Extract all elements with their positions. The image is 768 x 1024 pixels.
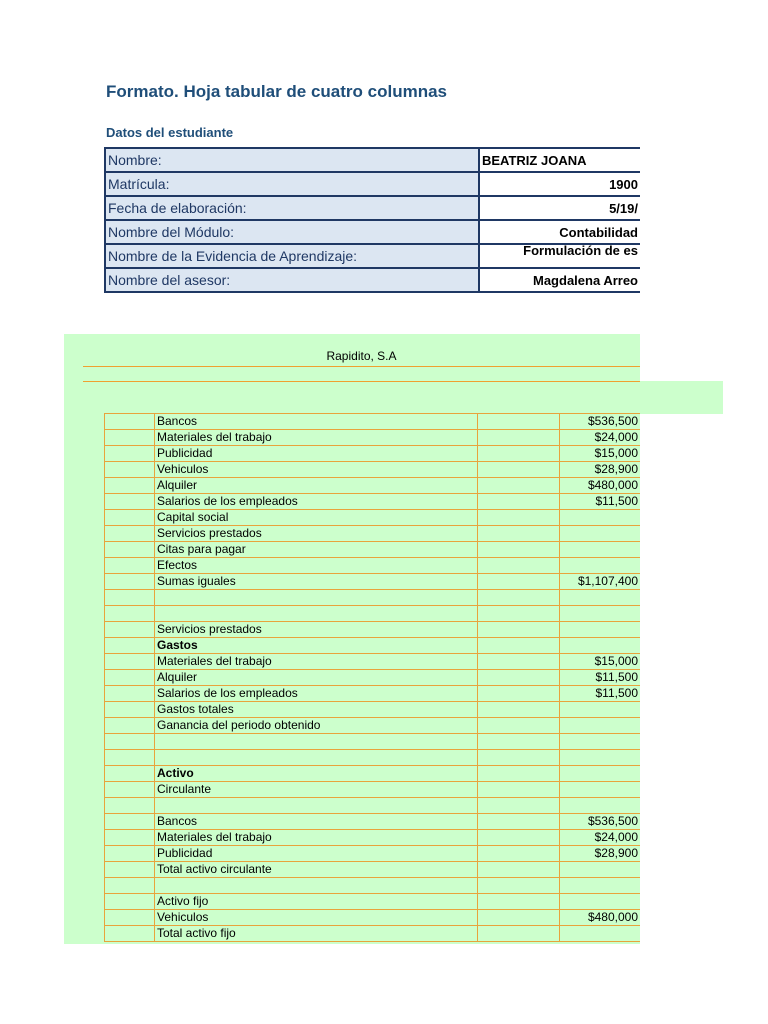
ledger-row — [105, 654, 641, 670]
ledger-row — [105, 878, 641, 894]
ledger-cell-blank[interactable] — [478, 430, 560, 446]
ledger-row — [105, 606, 641, 622]
ledger-cell-blank[interactable] — [478, 894, 560, 910]
ledger-concept[interactable] — [155, 734, 478, 750]
company-name: Rapidito, S.A — [326, 349, 397, 363]
ledger-row — [105, 750, 641, 766]
ledger-concept[interactable]: Activo — [155, 766, 478, 782]
ledger-cell-blank[interactable] — [105, 830, 155, 846]
student-row — [105, 244, 640, 268]
ledger-concept[interactable]: Bancos — [155, 814, 478, 830]
ledger-cell-blank[interactable] — [478, 542, 560, 558]
ledger-concept[interactable]: Gastos totales — [155, 702, 478, 718]
ledger-cell-blank[interactable] — [105, 718, 155, 734]
ledger-amount[interactable] — [560, 782, 641, 798]
ledger-amount[interactable] — [560, 542, 641, 558]
ledger-cell-blank[interactable] — [478, 414, 560, 430]
ledger-cell-blank[interactable] — [478, 654, 560, 670]
ledger-row — [105, 814, 641, 830]
ledger-concept[interactable]: Materiales del trabajo — [155, 430, 478, 446]
ledger-cell-blank[interactable] — [478, 510, 560, 526]
student-row — [105, 220, 640, 244]
ledger-row — [105, 510, 641, 526]
ledger-cell-blank[interactable] — [478, 686, 560, 702]
ledger-concept[interactable]: Alquiler — [155, 670, 478, 686]
ledger-cell-blank[interactable] — [478, 766, 560, 782]
ledger-row — [105, 718, 641, 734]
ledger-amount[interactable] — [560, 798, 641, 814]
ledger-row — [105, 590, 641, 606]
ledger-amount[interactable]: $536,500 — [560, 814, 641, 830]
ledger-row — [105, 894, 641, 910]
ledger-cell-blank[interactable] — [478, 782, 560, 798]
student-row — [105, 148, 640, 172]
ledger-concept[interactable]: Total activo circulante — [155, 862, 478, 878]
ledger-concept[interactable]: Vehiculos — [155, 462, 478, 478]
ledger-amount[interactable] — [560, 734, 641, 750]
ledger-amount[interactable] — [560, 894, 641, 910]
ledger-cell-blank[interactable] — [478, 574, 560, 590]
ledger-amount[interactable]: $28,900 — [560, 462, 641, 478]
ledger-concept[interactable]: Circulante — [155, 782, 478, 798]
ledger-amount[interactable]: $11,500 — [560, 686, 641, 702]
ledger-concept[interactable]: Activo fijo — [155, 894, 478, 910]
ledger-row — [105, 766, 641, 782]
ledger-row — [105, 414, 641, 430]
ledger-cell-blank[interactable] — [478, 494, 560, 510]
ledger-cell-blank[interactable] — [478, 670, 560, 686]
ledger-concept[interactable]: Vehiculos — [155, 910, 478, 926]
ledger-cell-blank[interactable] — [478, 862, 560, 878]
ledger-concept[interactable] — [155, 878, 478, 894]
ledger-cell-blank[interactable] — [478, 590, 560, 606]
ledger-row — [105, 622, 641, 638]
ledger-cell-blank[interactable] — [105, 478, 155, 494]
ledger-cell-blank[interactable] — [105, 446, 155, 462]
ledger-cell-blank[interactable] — [105, 750, 155, 766]
ledger-row — [105, 478, 641, 494]
ledger-cell-blank[interactable] — [105, 622, 155, 638]
ledger-cell-blank[interactable] — [478, 446, 560, 462]
ledger-cell-blank[interactable] — [105, 510, 155, 526]
section-subtitle: Datos del estudiante — [106, 125, 234, 140]
ledger-cell-blank[interactable] — [105, 606, 155, 622]
ledger-cell-blank[interactable] — [105, 766, 155, 782]
ledger-row — [105, 734, 641, 750]
ledger-row — [105, 686, 641, 702]
ledger-row — [105, 910, 641, 926]
ledger-concept[interactable]: Sumas iguales — [155, 574, 478, 590]
ledger-amount[interactable]: $24,000 — [560, 430, 641, 446]
ledger-cell-blank[interactable] — [105, 574, 155, 590]
ledger-table — [104, 413, 640, 942]
ledger-amount[interactable] — [560, 878, 641, 894]
ledger-row — [105, 782, 641, 798]
field-label: Nombre del Módulo: — [105, 220, 479, 244]
ledger-cell-blank[interactable] — [105, 814, 155, 830]
ledger-concept[interactable]: Publicidad — [155, 446, 478, 462]
ledger-amount[interactable]: $15,000 — [560, 654, 641, 670]
ledger-concept[interactable]: Capital social — [155, 510, 478, 526]
ledger-cell-blank[interactable] — [105, 462, 155, 478]
ledger-cell-blank[interactable] — [105, 654, 155, 670]
ledger-row — [105, 830, 641, 846]
ledger-amount[interactable]: $536,500 — [560, 414, 641, 430]
ledger-amount[interactable]: $11,500 — [560, 494, 641, 510]
ledger-row — [105, 670, 641, 686]
field-value[interactable]: 5/19/ — [479, 196, 640, 220]
field-value[interactable]: Contabilidad — [479, 220, 640, 244]
ledger-cell-blank[interactable] — [478, 910, 560, 926]
ledger-row — [105, 542, 641, 558]
ledger-concept[interactable] — [155, 798, 478, 814]
ledger-concept[interactable] — [155, 590, 478, 606]
ledger-cell-blank[interactable] — [105, 798, 155, 814]
ledger-cell-blank[interactable] — [478, 622, 560, 638]
ledger-amount[interactable] — [560, 702, 641, 718]
ledger-background-extension — [640, 381, 723, 414]
ledger-cell-blank[interactable] — [105, 926, 155, 942]
ledger-cell-blank[interactable] — [478, 638, 560, 654]
ledger-row — [105, 846, 641, 862]
ledger-cell-blank[interactable] — [478, 526, 560, 542]
ledger-amount[interactable] — [560, 718, 641, 734]
ledger-amount[interactable] — [560, 638, 641, 654]
ledger-cell-blank[interactable] — [105, 430, 155, 446]
field-value[interactable]: Formulación de es — [479, 244, 640, 268]
ledger-cell-blank[interactable] — [105, 910, 155, 926]
student-row — [105, 268, 640, 292]
ledger-cell-blank[interactable] — [105, 414, 155, 430]
divider — [83, 381, 640, 382]
ledger-cell-blank[interactable] — [478, 798, 560, 814]
ledger-cell-blank[interactable] — [478, 558, 560, 574]
ledger-row — [105, 430, 641, 446]
ledger-amount[interactable] — [560, 526, 641, 542]
ledger-cell-blank[interactable] — [105, 894, 155, 910]
ledger-concept[interactable]: Materiales del trabajo — [155, 830, 478, 846]
ledger-cell-blank[interactable] — [105, 542, 155, 558]
field-label: Nombre del asesor: — [105, 268, 479, 292]
ledger-cell-blank[interactable] — [105, 846, 155, 862]
ledger-concept[interactable]: Total activo fijo — [155, 926, 478, 942]
ledger-cell-blank[interactable] — [105, 862, 155, 878]
ledger-cell-blank[interactable] — [478, 702, 560, 718]
ledger-cell-blank[interactable] — [478, 750, 560, 766]
ledger-cell-blank[interactable] — [478, 718, 560, 734]
ledger-amount[interactable] — [560, 862, 641, 878]
ledger-amount[interactable]: $1,107,400 — [560, 574, 641, 590]
ledger-amount[interactable]: $24,000 — [560, 830, 641, 846]
field-label: Nombre: — [105, 148, 479, 172]
ledger-concept[interactable]: Gastos — [155, 638, 478, 654]
ledger-amount[interactable]: $480,000 — [560, 910, 641, 926]
ledger-row — [105, 638, 641, 654]
ledger-cell-blank[interactable] — [478, 462, 560, 478]
ledger-cell-blank[interactable] — [105, 638, 155, 654]
ledger-amount[interactable] — [560, 606, 641, 622]
ledger-amount[interactable] — [560, 766, 641, 782]
ledger-cell-blank[interactable] — [105, 494, 155, 510]
ledger-row — [105, 526, 641, 542]
page-title: Formato. Hoja tabular de cuatro columnas — [106, 82, 448, 101]
ledger-concept[interactable] — [155, 750, 478, 766]
field-label: Matrícula: — [105, 172, 479, 196]
ledger-cell-blank[interactable] — [478, 878, 560, 894]
ledger-row — [105, 494, 641, 510]
ledger-cell-blank[interactable] — [478, 814, 560, 830]
ledger-cell-blank[interactable] — [105, 558, 155, 574]
ledger-concept[interactable]: Bancos — [155, 414, 478, 430]
ledger-cell-blank[interactable] — [478, 734, 560, 750]
ledger-cell-blank[interactable] — [105, 878, 155, 894]
ledger-cell-blank[interactable] — [478, 830, 560, 846]
divider — [83, 366, 640, 367]
ledger-concept[interactable]: Citas para pagar — [155, 542, 478, 558]
field-label: Fecha de elaboración: — [105, 196, 479, 220]
field-label: Nombre de la Evidencia de Aprendizaje: — [105, 244, 479, 268]
ledger-row — [105, 862, 641, 878]
ledger-concept[interactable]: Servicios prestados — [155, 526, 478, 542]
ledger-cell-blank[interactable] — [105, 782, 155, 798]
ledger-concept[interactable]: Salarios de los empleados — [155, 686, 478, 702]
student-info-table — [104, 147, 640, 293]
ledger-concept[interactable]: Ganancia del periodo obtenido — [155, 718, 478, 734]
ledger-cell-blank[interactable] — [105, 702, 155, 718]
ledger-amount[interactable] — [560, 558, 641, 574]
ledger-row — [105, 446, 641, 462]
ledger-cell-blank[interactable] — [105, 670, 155, 686]
ledger-cell-blank[interactable] — [105, 526, 155, 542]
ledger-cell-blank[interactable] — [105, 686, 155, 702]
ledger-concept[interactable]: Salarios de los empleados — [155, 494, 478, 510]
ledger-row — [105, 462, 641, 478]
ledger-concept[interactable]: Materiales del trabajo — [155, 654, 478, 670]
ledger-row — [105, 798, 641, 814]
ledger-amount[interactable]: $15,000 — [560, 446, 641, 462]
field-value[interactable]: BEATRIZ JOANA — [479, 148, 640, 172]
field-value[interactable]: Magdalena Arreo — [479, 268, 640, 292]
ledger-row — [105, 574, 641, 590]
ledger-amount[interactable] — [560, 510, 641, 526]
ledger-row — [105, 702, 641, 718]
ledger-amount[interactable]: $11,500 — [560, 670, 641, 686]
ledger-amount[interactable] — [560, 926, 641, 942]
ledger-cell-blank[interactable] — [105, 734, 155, 750]
field-value[interactable]: 1900 — [479, 172, 640, 196]
ledger-row — [105, 558, 641, 574]
ledger-concept[interactable]: Alquiler — [155, 478, 478, 494]
ledger-amount[interactable] — [560, 622, 641, 638]
ledger-concept[interactable]: Efectos — [155, 558, 478, 574]
ledger-cell-blank[interactable] — [105, 590, 155, 606]
ledger-cell-blank[interactable] — [478, 606, 560, 622]
ledger-concept[interactable] — [155, 606, 478, 622]
ledger-amount[interactable] — [560, 590, 641, 606]
ledger-row — [105, 926, 641, 942]
ledger-cell-blank[interactable] — [478, 926, 560, 942]
ledger-concept[interactable]: Servicios prestados — [155, 622, 478, 638]
ledger-concept[interactable]: Publicidad — [155, 846, 478, 862]
ledger-amount[interactable] — [560, 750, 641, 766]
student-row — [105, 196, 640, 220]
ledger-cell-blank[interactable] — [478, 478, 560, 494]
student-row — [105, 172, 640, 196]
ledger-amount[interactable]: $480,000 — [560, 478, 641, 494]
ledger-cell-blank[interactable] — [478, 846, 560, 862]
ledger-amount[interactable]: $28,900 — [560, 846, 641, 862]
